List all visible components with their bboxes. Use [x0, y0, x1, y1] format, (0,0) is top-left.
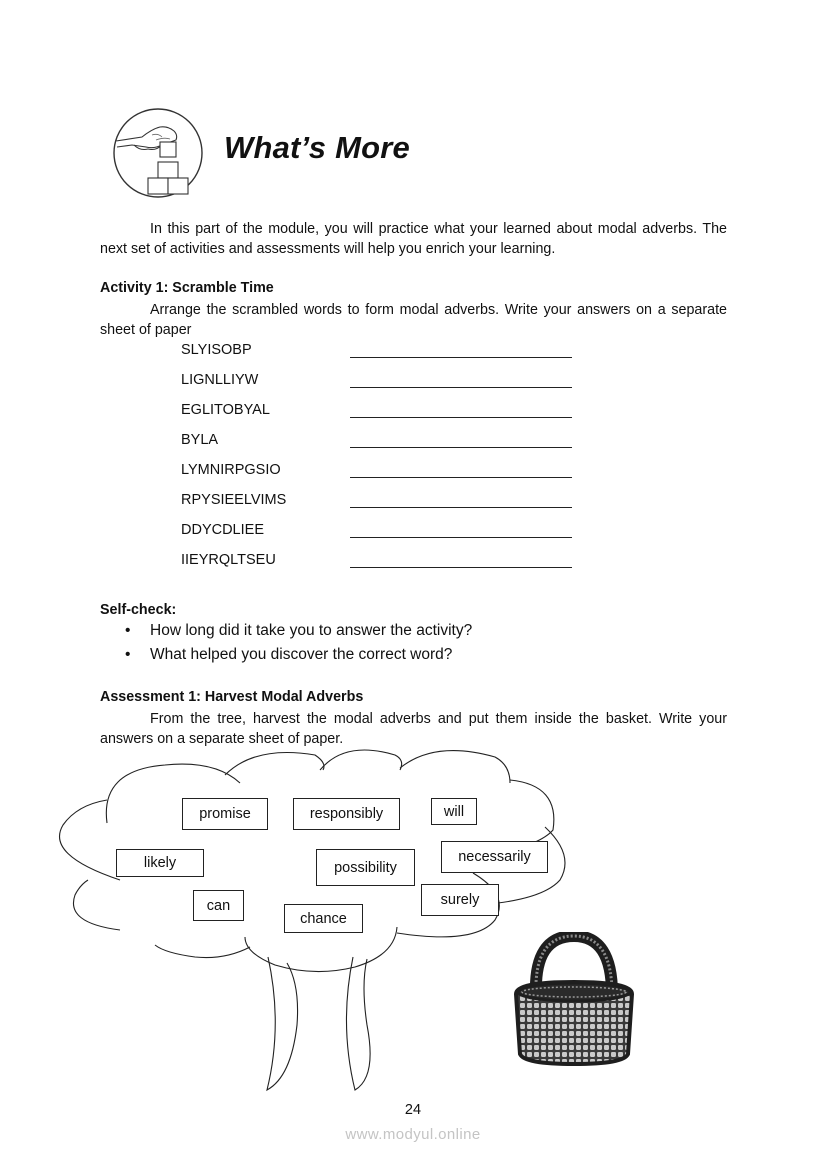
- scramble-list: [181, 340, 581, 580]
- activity-instructions-text: Arrange the scrambled words to form modal adverbs. Write your answers on a separate sheet of paper: [100, 302, 727, 338]
- answer-blank[interactable]: [350, 387, 572, 388]
- tree-word[interactable]: necessarily: [441, 841, 548, 873]
- scramble-item: [181, 490, 581, 520]
- scramble-item: [181, 340, 581, 370]
- answer-blank[interactable]: [350, 567, 572, 568]
- scrambled-word: BYLA: [181, 432, 219, 448]
- scrambled-word: RPYSIEELVIMS: [181, 492, 287, 508]
- answer-blank[interactable]: [350, 447, 572, 448]
- tree-word[interactable]: will: [431, 798, 477, 825]
- selfcheck-item: [125, 622, 472, 646]
- scramble-item: [181, 550, 581, 580]
- bullet-icon: •: [125, 622, 131, 639]
- answer-blank[interactable]: [350, 477, 572, 478]
- tree-word[interactable]: responsibly: [293, 798, 400, 830]
- scrambled-word: EGLITOBYAL: [181, 402, 270, 418]
- tree-word[interactable]: chance: [284, 904, 363, 933]
- answer-blank[interactable]: [350, 507, 572, 508]
- tree-word[interactable]: promise: [182, 798, 268, 830]
- selfcheck-list: [125, 622, 472, 669]
- answer-blank[interactable]: [350, 417, 572, 418]
- tree-word[interactable]: can: [193, 890, 244, 921]
- selfcheck-item: [125, 646, 472, 670]
- tree-word[interactable]: possibility: [316, 849, 415, 886]
- scramble-item: [181, 520, 581, 550]
- assessment-instructions: [100, 709, 727, 749]
- scrambled-word: IIEYRQLTSEU: [181, 552, 276, 568]
- watermark: www.modyul.online: [345, 1126, 481, 1143]
- answer-blank[interactable]: [350, 357, 572, 358]
- tree-word[interactable]: surely: [421, 884, 499, 916]
- activity-instructions: [100, 300, 727, 340]
- assessment-instructions-text: From the tree, harvest the modal adverbs and put them inside the basket. Write your answers on a separate sheet of paper.: [100, 711, 727, 747]
- scrambled-word: SLYISOBP: [181, 342, 252, 358]
- scramble-item: [181, 430, 581, 460]
- scrambled-word: DDYCDLIEE: [181, 522, 264, 538]
- intro-paragraph: [100, 219, 727, 259]
- selfcheck-heading: Self-check:: [100, 602, 177, 618]
- hand-stacking-blocks-icon: [112, 107, 204, 199]
- answer-blank[interactable]: [350, 537, 572, 538]
- page-title: What’s More: [224, 130, 410, 165]
- tree-word[interactable]: likely: [116, 849, 204, 877]
- selfcheck-question: How long did it take you to answer the activity?: [150, 622, 473, 639]
- page-number: 24: [404, 1102, 422, 1118]
- scrambled-word: LYMNIRPGSIO: [181, 462, 281, 478]
- scrambled-word: LIGNLLIYW: [181, 372, 259, 388]
- intro-text: In this part of the module, you will practice what your learned about modal adverbs. The next set of activities and assessments will help you enrich your learning.: [100, 221, 727, 257]
- assessment-heading: Assessment 1: Harvest Modal Adverbs: [100, 689, 364, 705]
- scramble-item: [181, 400, 581, 430]
- bullet-icon: •: [125, 645, 131, 663]
- scramble-item: [181, 370, 581, 400]
- selfcheck-question: What helped you discover the correct word?: [150, 645, 453, 663]
- basket-icon: [512, 932, 638, 1066]
- activity-heading: Activity 1: Scramble Time: [100, 280, 274, 296]
- scramble-item: [181, 460, 581, 490]
